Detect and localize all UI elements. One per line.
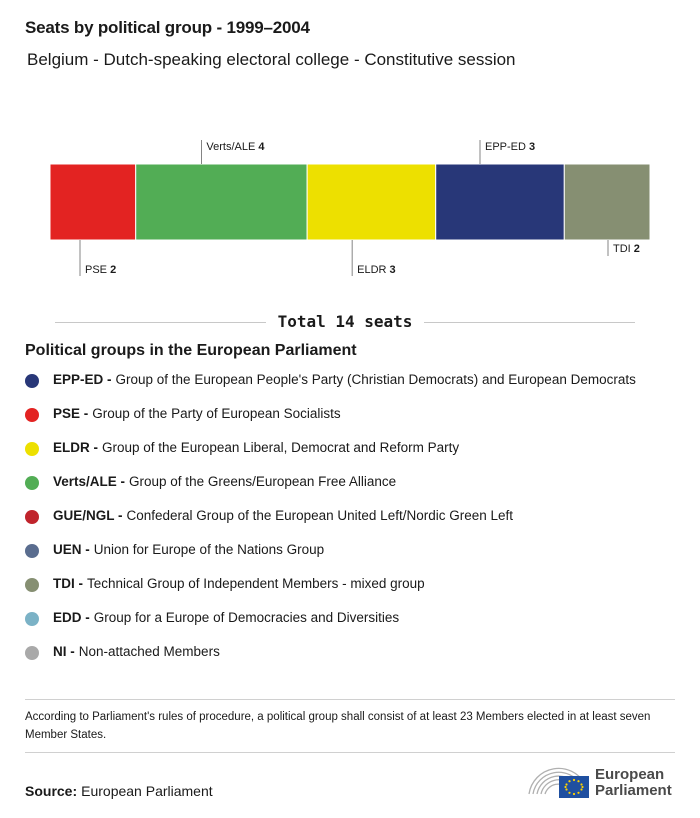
legend-item: [25, 608, 636, 642]
legend-name: Group of the European Liberal, Democrat and Reform Party: [102, 440, 460, 455]
hemicycle-icon: [525, 760, 593, 802]
bar-label-verts-ale: Verts/ALE 4: [206, 141, 265, 153]
bar-label-epp-ed: EPP-ED 3: [485, 141, 536, 153]
bar-segment-pse: [50, 164, 136, 240]
bar-segment-verts-ale: [136, 164, 307, 240]
legend-abbr: ELDR -: [53, 440, 98, 455]
footnote: According to Parliament's rules of procedure, a political group shall consist of at least 23 Members elected in at least seven Member States.: [25, 711, 651, 741]
legend-swatch: [25, 476, 39, 490]
legend-item: [25, 438, 636, 472]
legend-abbr: EDD -: [53, 610, 90, 625]
legend-name: Group of the Greens/European Free Alliance: [129, 474, 397, 489]
legend-name: Union for Europe of the Nations Group: [93, 542, 325, 557]
bar-segment-tdi: [564, 164, 650, 240]
legend-name: Non-attached Members: [78, 644, 220, 659]
legend-swatch: [25, 578, 39, 592]
legend-abbr: GUE/NGL -: [53, 508, 123, 523]
legend-abbr: NI -: [53, 644, 75, 659]
bar-segment-epp-ed: [436, 164, 565, 240]
legend-name: Confederal Group of the European United Left/Nordic Green Left: [126, 508, 513, 523]
legend-swatch: [25, 442, 39, 456]
legend-title: Political groups in the European Parliament: [25, 342, 357, 359]
legend-abbr: Verts/ALE -: [53, 474, 126, 489]
legend: [25, 370, 636, 676]
logo-line-2: Parliament: [595, 782, 672, 799]
legend-swatch: [25, 612, 39, 626]
legend-swatch: [25, 374, 39, 388]
legend-item: [25, 370, 636, 404]
bar-label-pse: PSE 2: [85, 264, 117, 276]
logo-line-1: European: [595, 766, 665, 783]
legend-abbr: TDI -: [53, 576, 83, 591]
source-label: Source:: [25, 783, 78, 799]
legend-swatch: [25, 510, 39, 524]
seat-chart: [0, 130, 700, 300]
source-line: [25, 783, 213, 799]
source-value: European Parliament: [81, 783, 213, 799]
legend-swatch: [25, 408, 39, 422]
bar-segment-eldr: [307, 164, 436, 240]
legend-name: Group of the Party of European Socialists: [92, 406, 341, 421]
total-seats-label: Total 14 seats: [266, 312, 425, 331]
legend-abbr: PSE -: [53, 406, 89, 421]
legend-item: [25, 642, 636, 676]
legend-abbr: UEN -: [53, 542, 90, 557]
legend-name: Technical Group of Independent Members - mixed group: [87, 576, 425, 591]
bar-label-eldr: ELDR 3: [357, 264, 396, 276]
legend-name: Group for a Europe of Democracies and Diversities: [93, 610, 400, 625]
legend-swatch: [25, 646, 39, 660]
legend-abbr: EPP-ED -: [53, 372, 112, 387]
legend-item: [25, 472, 636, 506]
european-parliament-logo: [525, 760, 680, 802]
legend-item: [25, 404, 636, 438]
legend-item: [25, 506, 636, 540]
chart-title: Seats by political group - 1999–2004: [25, 18, 310, 37]
chart-subtitle: Belgium - Dutch-speaking electoral college - Constitutive session: [27, 50, 516, 69]
total-seats-row: [55, 312, 635, 334]
legend-name: Group of the European People's Party (Christian Democrats) and European Democrats: [115, 372, 636, 387]
note-divider-top: [25, 699, 675, 700]
bar-label-tdi: TDI 2: [613, 243, 640, 255]
legend-swatch: [25, 544, 39, 558]
note-divider-bottom: [25, 752, 675, 753]
legend-item: [25, 574, 636, 608]
legend-item: [25, 540, 636, 574]
